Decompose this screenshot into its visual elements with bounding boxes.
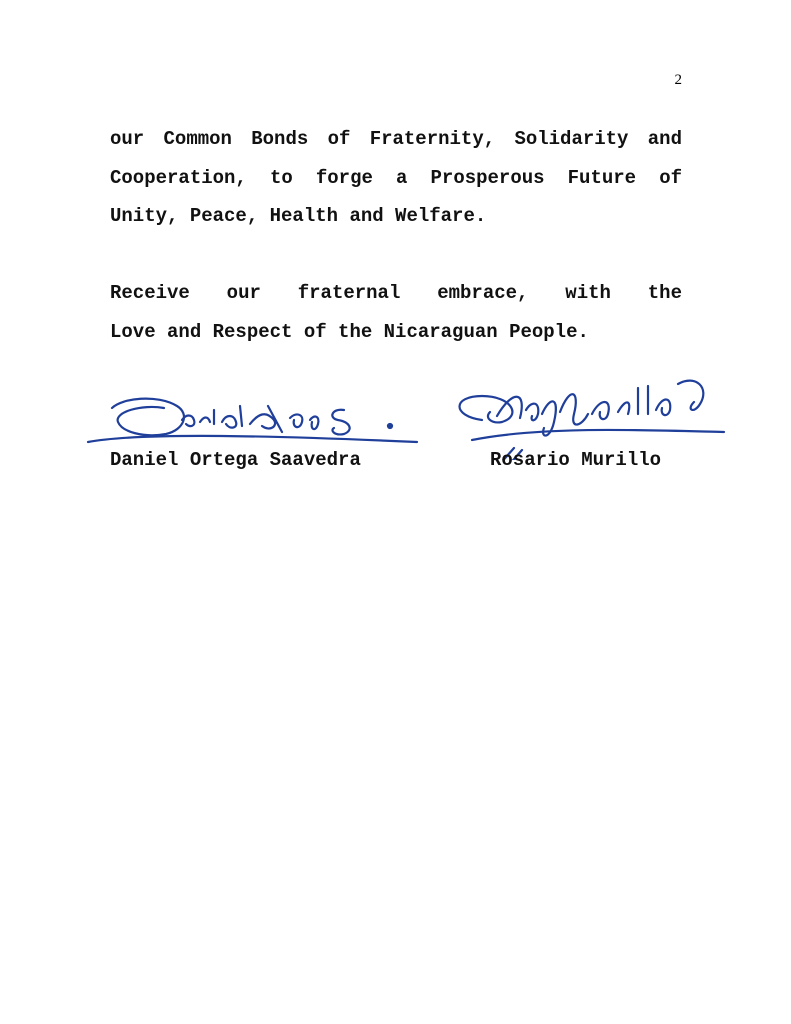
closing-paragraph-2 <box>110 274 682 351</box>
signer-name-right: Rosario Murillo <box>490 449 662 471</box>
page-number: 2 <box>674 72 682 88</box>
paragraph-line: Receive our fraternal embrace, with the <box>110 282 682 304</box>
paragraph-line: Cooperation, to forge a Prosperous Future of <box>110 166 682 189</box>
paragraph-line: Love and Respect of the Nicaraguan People. <box>110 320 589 343</box>
paragraph-line: our Common Bonds of Fraternity, Solidarity and <box>110 128 682 150</box>
closing-paragraph-1 <box>110 120 682 236</box>
signature-daniel-ortega <box>82 380 427 460</box>
paragraph-line: Unity, Peace, Health and Welfare. <box>110 205 487 227</box>
signer-name-left: Daniel Ortega Saavedra <box>110 449 361 471</box>
signature-rosario-murillo <box>442 360 732 460</box>
